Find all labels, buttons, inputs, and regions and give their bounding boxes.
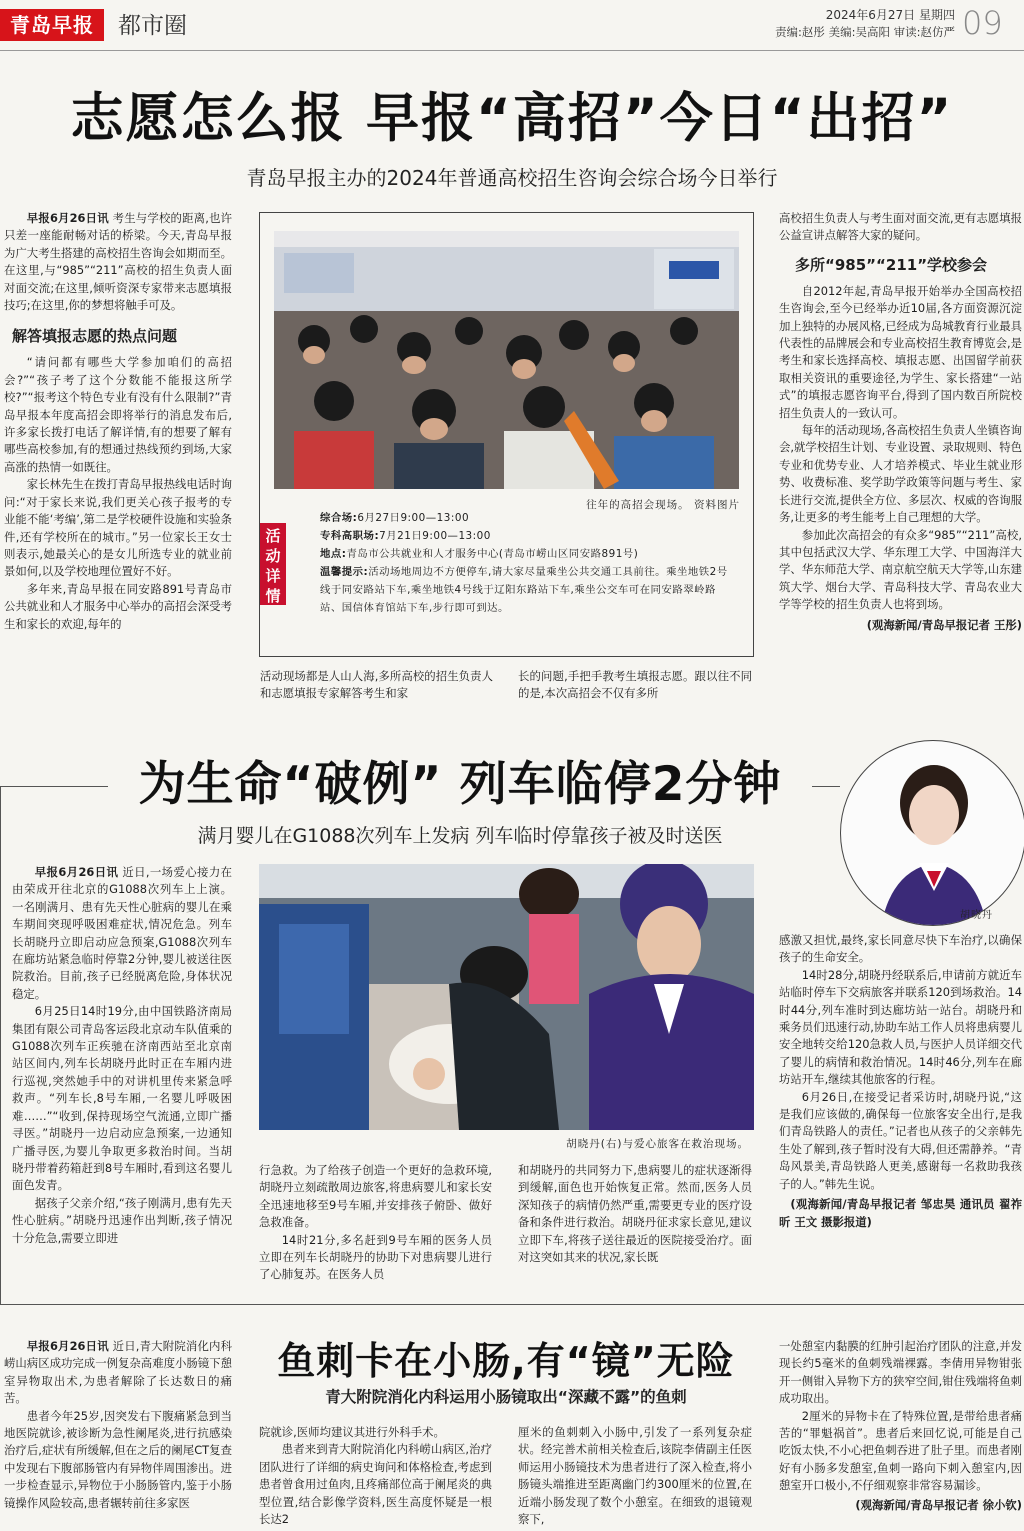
story3-column-1 [4,1338,232,1530]
event-detail-row [320,545,728,563]
story2-paragraph: 近日,一场爱心接力在由荣成开往北京的G1088次列车上上演。一名刚满月、患有先天性心脏病的婴儿在乘车期间突现呼吸困难症状,情况危急。列车长胡晓丹立即启动应急预案,G1088次列车在廊坊站紧急临时停靠2分钟,婴儿被送往医院救治。目前,孩子已经脱离危险,身体状况稳定。 [12,865,232,1001]
story1-paragraph: “请问都有哪些大学参加咱们的高招会?”“孩子考了这个分数能不能报这所学校?”“报考这个特色专业有没有什么限制?”青岛早报本年度高招会即将举行的消息发布后,许多家长拨打电话了解详情,有的想要了解有哪些高校参加,有的想通过热线预约到场,大家高涨的热情一如既往。 [4,355,232,474]
story1-mid-right-text: 长的问题,手把手教考生填报志愿。跟以往不同的是,本次高招会不仅有多所 [518,669,752,701]
story1-paragraph: 参加此次高招会的有众多“985”“211”高校,其中包括武汉大学、华东理工大学、中国海洋大学、华东师范大学、南京航空航天大学等,山东建筑大学、烟台大学、青岛科技大学、青岛农业大学等学校的招生负责人也将到场。 [779,527,1022,612]
story1-paragraph: 考生与学校的距离,也许只差一座能耐畅对话的桥梁。今天,青岛早报为广大考生搭建的高校招生咨询会如期而至。在这里,与“985”“211”高校的招生负责人面对面交流;在这里,倾听资深专家带来志愿填报技巧;在这里,你的梦想将触手可及。 [4,211,232,313]
story2-frame-top-right [812,786,840,787]
story1-headline: 志愿怎么报 早报“高招”今日“出招” [70,88,954,149]
story1-paragraph: 家长林先生在拨打青岛早报热线电话时询问:“对于家长来说,我们更关心孩子报考的专业能不能‘考编’,第二是学校硬件设施和实验条件,还有学校所在的城市。”另一位家长王女士则表示,她最关心的是女儿所选专业的就业前景如何,以及学校地理位置好不好。 [4,477,232,579]
story1-column-1 [4,210,232,704]
event-detail-value: 青岛市公共就业和人才服务中心(青岛市崂山区同安路891号) [346,548,639,560]
story2-paragraph: 据孩子父亲介绍,“孩子刚满月,患有先天性心脏病。”胡晓丹迅速作出判断,孩子情况十分危急,需要立即进 [12,1195,232,1245]
story2-paragraph: 6月26日,在接受记者采访时,胡晓丹说,“这是我们应该做的,确保每一位旅客安全出行,是我们青岛铁路人的责任。”记者也从孩子的父亲韩先生处了解到,孩子暂时没有大碍,但还需静养。“青岛风景美,青岛铁路人更美,感谢每一名救助我孩子的人。”韩先生说。 [779,1089,1022,1191]
story2-dateline: 早报6月26日讯 [34,865,119,879]
train-photo-illustration [259,864,754,1130]
story3-paragraph: 近日,青大附院消化内科崂山病区成功完成一例复杂高难度小肠镜下憩室异物取出术,为患者解除了长达数日的痛苦。 [4,1339,232,1406]
page-number: 09 [962,4,1003,42]
portrait-illustration [841,741,1024,926]
story2-subhead: 满月婴儿在G1088次列车上发病 列车临时停靠孩子被及时送医 [197,825,723,847]
story1-photo-frame [259,212,754,657]
story1-column-4 [779,210,1022,706]
masthead [0,0,1024,50]
story2-mid-right-text: 和胡晓丹的共同努力下,患病婴儿的症状逐渐得到缓解,面色也开始恢复正常。然而,医务人员深知孩子的病情仍然严重,需要更专业的医疗设备和条件进行救治。胡晓丹征求家长意见,建议立即下车,将孩子送往最近的医院接受治疗。面对这突如其来的状况,家长既 [518,1163,752,1265]
story1-section-heading-2: 多所“985”“211”学校参会 [795,255,988,274]
story2-frame-left [0,786,1,1304]
story3-paragraph: 患者来到青大附院消化内科崂山病区,治疗团队进行了详细的病史询问和体格检查,考虑到患者曾食用过鱼肉,且疼痛部位高于阑尾炎的典型位置,结合影像学资料,医生高度怀疑是一根长达2 [259,1442,492,1527]
section-name: 都市圈 [118,13,187,39]
story1-section-heading: 解答填报志愿的热点问题 [12,327,178,346]
newspaper-logo [0,9,104,41]
story2-paragraph: 感激又担忧,最终,家长同意尽快下车治疗,以确保孩子的生命安全。 [779,933,1022,965]
story3-column-4 [779,1338,1022,1530]
event-detail-row [320,527,728,545]
issue-date: 2024年6月27日 星期四 [825,8,955,22]
story1-paragraph: 每年的活动现场,各高校招生负责人坐镇咨询会,就学校招生计划、专业设置、录取规则、特色专业和优势专业、人才培养模式、毕业生就业形势、收费标准、奖学助学政策等问题与考生、家长进行交流,提供全方位、多层次、权威的咨询服务,让更多的考生能考上自己理想的大学。 [779,423,1022,525]
conductor-portrait [840,740,1024,926]
story3-subhead: 青大附院消化内科运用小肠镜取出“深藏不露”的鱼刺 [325,1388,687,1406]
story3-mid-right-text: 厘米的鱼刺刺入小肠中,引发了一系列复杂症状。经完善术前相关检查后,该院李倩副主任医师运用小肠镜技术为患者进行了深入检查,将小肠镜头端推进至距离幽门约300厘米的位置,在近端小肠发现了数个小憩室。在细致的退镜观察下, [518,1425,752,1527]
event-detail-row [320,509,728,527]
event-detail-value: 活动场地周边不方便停车,请大家尽量乘坐公共交通工具前往。乘坐地铁2号线于同安路站下车,乘坐地铁4号线于辽阳东路站下车,乘坐公交车可在同安路翠岭路站、国信体育馆站下车,步行即可到达。 [320,566,728,614]
event-detail-value: 7月21日9:00—13:00 [379,530,491,542]
crowd-photo-illustration [274,231,739,489]
story1-paragraph: 多年来,青岛早报在同安路891号青岛市公共就业和人才服务中心举办的高招会深受考生和家长的欢迎,每年的 [4,581,232,631]
portrait-caption: 胡晓丹 [960,910,993,921]
event-detail-label: 综合场: [320,512,358,524]
event-detail-label: 地点: [320,548,347,560]
story1-byline: (观海新闻/青岛早报记者 王彤) [866,617,1022,632]
story2-frame-bottom [0,1304,1024,1305]
event-detail-value: 6月27日9:00—13:00 [357,512,470,524]
admissions-fair-crowd-photo [274,231,739,489]
story3-byline: (观海新闻/青岛早报记者 徐小钦) [855,1497,1022,1512]
story3-headline: 鱼刺卡在小肠,有“镜”无险 [277,1339,735,1383]
story1-paragraph: 自2012年起,青岛早报开始举办全国高校招生咨询会,至今已经举办近10届,各方面资源沉淀加上独特的办展风格,已经成为岛城教育行业最具代表性的品牌展会和专业高校招生教育博览会,是考生和家长选择高校、填报志愿、出国留学前获取相关资讯的重要途径,为学生、家长搭建“一站式”的填报志愿咨询平台,得到了国内数百所院校招生负责人的一致认可。 [779,283,1022,420]
story2-mid-left-text [259,1162,492,1286]
story2-frame-top-left [0,786,108,787]
story2-photo-caption: 胡晓丹(右)与爱心旅客在救治现场。 [566,1138,749,1150]
event-details-tag [260,523,286,605]
story1-dateline: 早报6月26日讯 [26,211,109,225]
story2-headline: 为生命“破例” 列车临停2分钟 [138,757,782,812]
story2-paragraph: 6月25日14时19分,由中国铁路济南局集团有限公司青岛客运段北京动车队值乘的G1088次列车正疾驰在济南西站至北京南站区间内,列车长胡晓丹此时正在车厢内进行巡视,突然她手中的对讲机里传来紧急呼救声。“列车长,8号车厢,一名婴儿呼吸困难……”“收到,保持现场空气流通,立即广播寻医。”胡晓丹一边启动应急预案,一边通知广播寻医,为婴儿争取更多救治时间。当胡晓丹带着药箱赶到8号车厢时,看到这名婴儿面色发青。 [12,1004,232,1193]
story3-paragraph: 院就诊,医师均建议其进行外科手术。 [259,1425,445,1439]
story1-mid-left-text: 活动现场都是人山人海,多所高校的招生负责人和志愿填报专家解答考生和家 [260,669,493,701]
event-details-list [320,509,728,617]
story3-mid-left-text [259,1424,492,1530]
story2-column-4 [779,932,1022,1292]
masthead-rule [0,50,1024,51]
story1-subhead: 青岛早报主办的2024年普通高校招生咨询会综合场今日举行 [246,166,778,190]
newspaper-logo-text: 青岛早报 [10,13,94,37]
story2-column-1 [12,864,232,1292]
editor-credits: 责编:赵彤 美编:吴高阳 审读:赵仿严 [775,25,955,39]
event-detail-label: 专科高职场: [320,530,380,542]
story3-paragraph: 2厘米的异物卡在了特殊位置,是带给患者痛苦的“罪魁祸首”。患者后来回忆说,可能是自己吃饭太快,不小心把鱼刺吞进了肚子里。而患者刚好有小肠多发憩室,鱼刺一路向下刺入憩室内,因憩室开口极小,不仔细观察非常容易漏诊。 [779,1408,1022,1493]
story1-photo-caption: 往年的高招会现场。 资料图片 [586,499,740,511]
event-detail-label: 温馨提示: [320,566,369,578]
event-detail-row [320,563,728,617]
story1-paragraph: 高校招生负责人与考生面对面交流,更有志愿填报公益宣讲点解答大家的疑问。 [779,211,1022,243]
story3-paragraph: 一处憩室内黏膜的红肿引起治疗团队的注意,并发现长约5毫米的鱼刺残端裸露。李倩用异物钳张开一侧钳入异物下方的狭窄空间,钳住残端将鱼刺成功取出。 [779,1339,1022,1406]
story2-paragraph: 行急救。为了给孩子创造一个更好的急救环境,胡晓丹立刻疏散周边旅客,将患病婴儿和家长安全迅速地移至9号车厢,并安排孩子俯卧、做好急救准备。 [259,1163,492,1230]
story3-dateline: 早报6月26日讯 [26,1339,109,1353]
story3-paragraph: 患者今年25岁,因突发右下腹痛紧急到当地医院就诊,被诊断为急性阑尾炎,进行抗感染治疗后,症状有所缓解,但在之后的阑尾CT复查中发现右下腹部肠管内有异物伴周围渗出。进一步检查显示,异物位于小肠肠管内,鉴于小肠镜操作风险较高,患者辗转前往多家医 [4,1408,232,1510]
event-details-tag-text: 活动详情 [265,527,281,605]
story2-byline: (观海新闻/青岛早报记者 邹忠昊 通讯员 翟祚昕 王文 摄影报道) [779,1197,1022,1229]
story2-paragraph: 14时21分,多名赶到9号车厢的医务人员立即在列车长胡晓丹的协助下对患病婴儿进行了心肺复苏。在医务人员 [259,1232,492,1282]
train-rescue-photo [259,864,754,1130]
story2-paragraph: 14时28分,胡晓丹经联系后,申请前方就近车站临时停车下交病旅客并联系120到场救治。14时44分,列车准时到达廊坊站一站台。胡晓丹和乘务员们迅速行动,协助车站工作人员将患病婴儿安全地转交给120急救人员,与医护人员详细交代了婴儿的病情和救治情况。14时46分,列车在廊坊站开车,继续其他旅客的行程。 [779,967,1022,1087]
